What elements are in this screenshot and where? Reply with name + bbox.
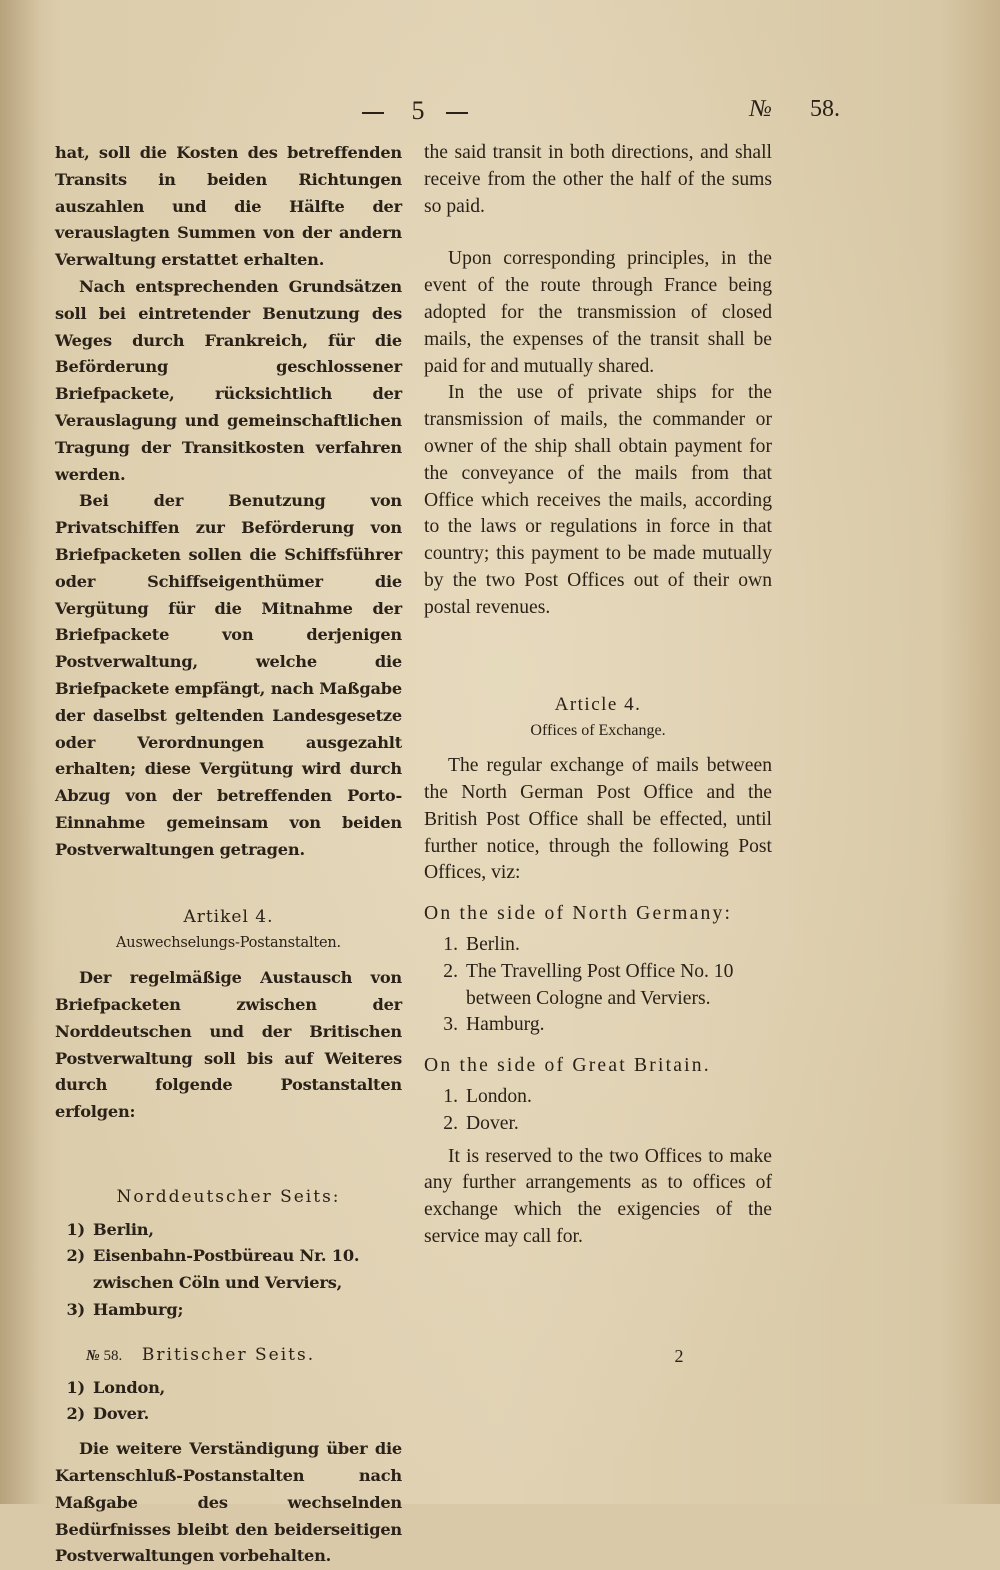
german-side2-heading: Britischer Seits. [141,1344,316,1365]
list-item-number: 3. [443,1014,458,1036]
footer-number: 58. [103,1348,123,1364]
list-item [55,1243,402,1297]
list-item-number: 2) [66,1404,85,1424]
document-number: 58. [810,96,840,122]
list-item-number: 2) [66,1246,85,1266]
list-item-number: 1) [66,1377,85,1397]
list-item [55,1217,402,1244]
header-dash-right [446,112,468,114]
binding-shadow [0,0,40,1504]
german-paragraph-2: Nach entsprechenden Grundsätzen soll bei eintretender Benutzung des Weges durch Frankreich, für die Beförderung geschlossener Briefpackete, rücksichtlich der Verauslagung und gemeinschaftlichen Tragung der Transitkosten verfahren werden. [55,276,402,484]
german-paragraph-1: hat, soll die Kosten des betreffenden Transits in beiden Richtungen auszahlen und die Hälfte der verauslagten Summen von der andern Verwaltung erstattet erhalten. [55,143,402,270]
list-item-text: Dover. [466,1112,519,1134]
list-item-text: Dover. [93,1404,150,1424]
list-item-text: London. [466,1085,532,1107]
list-item-text: Berlin, [93,1219,154,1239]
english-paragraph-4: The regular exchange of mails between the North German Post Office and the British Post Office shall be effected, until further notice, through the following Post Offices, viz: [424,755,772,884]
list-item [424,1012,772,1039]
list-item [424,1111,772,1138]
list-item-text: Hamburg; [93,1300,184,1320]
german-paragraph-5: Die weitere Verständigung über die Kartenschluß-Postanstalten nach Maßgabe des wechselnden Bedürfnisses bleibt den beiderseitigen Postverwaltungen vorbehalten. [55,1439,402,1566]
english-paragraph-1: the said transit in both directions, and shall receive from the other the half of the sums so paid. [424,142,772,217]
english-side2-heading: On the side of Great Britain. [424,1055,711,1077]
footer-number-mark: № [86,1348,100,1364]
german-paragraph-4: Der regelmäßige Austausch von Briefpacketen zwischen der Norddeutschen und der Britischen Postverwaltung soll bis auf Weiteres durch folgende Postanstalten erfolgen: [55,968,402,1122]
english-article-subtitle: Offices of Exchange. [530,722,666,740]
list-item-number: 1. [443,1085,458,1107]
english-paragraph-3: In the use of private ships for the transmission of mails, the commander or owner of the ship shall obtain payment for the conveyance of the mails from that Office which receives the mails, according to the laws or regulations in force in that country; this payment to be made mutually by the two Post Offices out of their own postal revenues. [424,382,772,618]
german-article-title: Artikel 4. [183,906,274,927]
list-item [55,1401,402,1428]
list-item [55,1375,402,1402]
document-number-mark: № [749,96,772,122]
list-item-number: 1. [443,933,458,955]
list-item [55,1297,402,1324]
german-side1-list [55,1217,402,1324]
list-item-number: 3) [66,1300,85,1320]
english-paragraph-2: Upon corresponding principles, in the event of the route through France being adopted for the transmission of closed mails, the expenses of the transit shall be paid for and mutually shared. [424,248,772,377]
signature-number: 2 [674,1346,684,1366]
german-side1-heading: Norddeutscher Seits: [116,1186,341,1207]
english-paragraph-5: It is reserved to the two Offices to make any further arrangements as to offices of exchange which the exigencies of the service may call for. [424,1145,772,1247]
english-side2-list [424,1084,772,1138]
english-side1-list [424,932,772,1039]
list-item-number: 1) [66,1219,85,1239]
german-paragraph-3: Bei der Benutzung von Privatschiffen zur Beförderung von Briefpacketen sollen die Schiffsführer oder Schiffseigenthümer die Vergütung für die Mitnahme der Briefpackete von derjenigen Postverwaltung, welche die Briefpackete empfängt, nach Maßgabe der daselbst geltenden Landesgesetze oder Verordnungen ausgezahlt erhalten; diese Vergütung wird durch Abzug von der betreffenden Porto-Einnahme gemeinsam von beiden Postverwaltungen getragen. [55,491,402,859]
list-item-text: London, [93,1377,166,1397]
list-item-text: Eisenbahn-Postbüreau Nr. 10. zwischen Cöln und Verviers, [93,1246,360,1293]
english-side1-heading: On the side of North Germany: [424,903,733,925]
list-item-text: Berlin. [466,933,520,955]
list-item-text: The Travelling Post Office No. 10 between Cologne and Verviers. [466,960,734,1009]
list-item [424,932,772,959]
footer-document-number [86,1348,122,1365]
list-item-number: 2. [443,1112,458,1134]
list-item-text: Hamburg. [466,1014,545,1036]
list-item [424,1084,772,1111]
english-article-title: Article 4. [554,693,642,715]
list-item-number: 2. [443,960,458,982]
list-item [424,959,772,1013]
german-side2-list [55,1375,402,1429]
german-article-subtitle: Auswechselungs-Postanstalten. [116,935,341,952]
english-column [424,140,772,1251]
page-number: 5 [411,96,429,125]
